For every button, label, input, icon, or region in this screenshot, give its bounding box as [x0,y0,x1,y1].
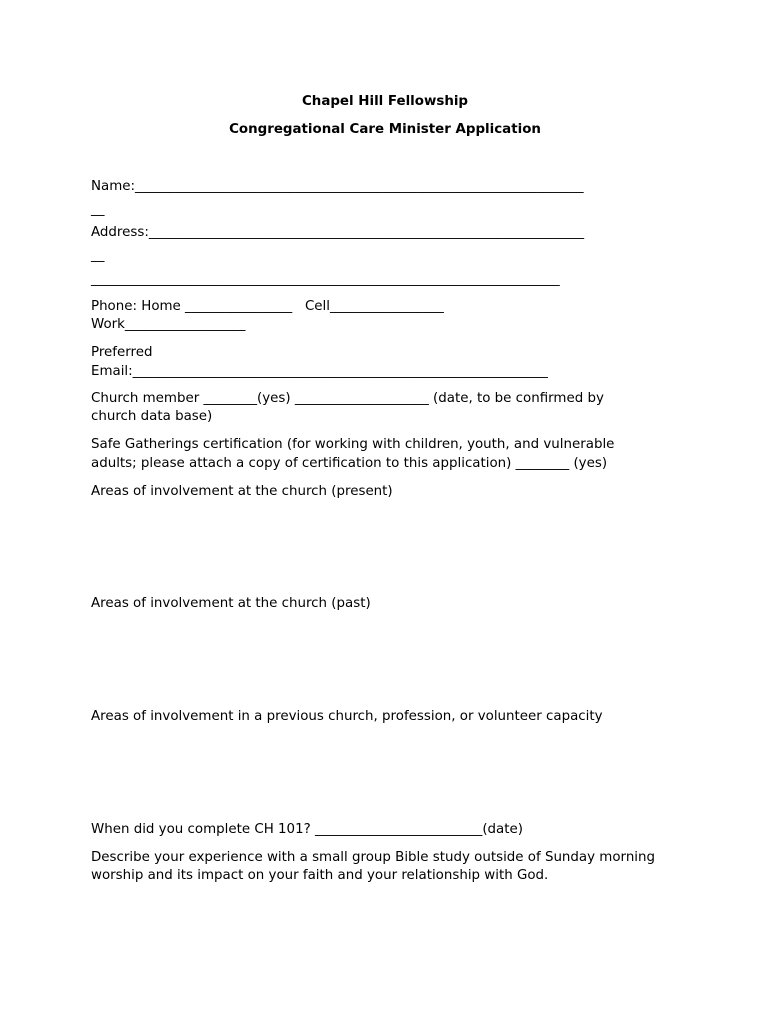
ch101-date-field[interactable]: When did you complete CH 101? _________________________(date) [91,822,523,837]
org-name: Chapel Hill Fellowship [301,94,469,109]
address-field-line2[interactable]: ______________________________________________________________________ [91,272,560,287]
address-field-wrap[interactable]: __ [91,248,105,263]
church-member-note: church data base) [91,409,213,424]
name-field-wrap[interactable]: __ [91,202,105,217]
safe-gatherings-field[interactable]: adults; please attach a copy of certification to this application) ________ (yes) [91,456,608,471]
email-field[interactable]: Email:______________________________________________________________ [91,364,548,379]
question-bible-study-cont: worship and its impact on your faith and your relationship with God. [91,868,549,883]
preferred-label: Preferred [91,345,153,360]
question-previous-involvement: Areas of involvement in a previous church, profession, or volunteer capacity [91,709,603,724]
work-phone-field[interactable]: Work__________________ [91,317,246,332]
question-past-involvement: Areas of involvement at the church (past) [91,596,371,611]
question-present-involvement: Areas of involvement at the church (present) [91,484,393,499]
address-field[interactable]: Address:_________________________________________________________________ [91,225,585,240]
form-title: Congregational Care Minister Application [229,122,541,137]
name-field[interactable]: Name:___________________________________________________________________ [91,179,584,194]
church-member-field[interactable]: Church member ________(yes) ____________________ (date, to be confirmed by [91,391,604,406]
question-bible-study: Describe your experience with a small group Bible study outside of Sunday morning [91,850,656,865]
safe-gatherings-text: Safe Gatherings certification (for working with children, youth, and vulnerable [91,437,615,452]
phone-field[interactable]: Phone: Home ________________ Cell_________________ [91,299,444,314]
